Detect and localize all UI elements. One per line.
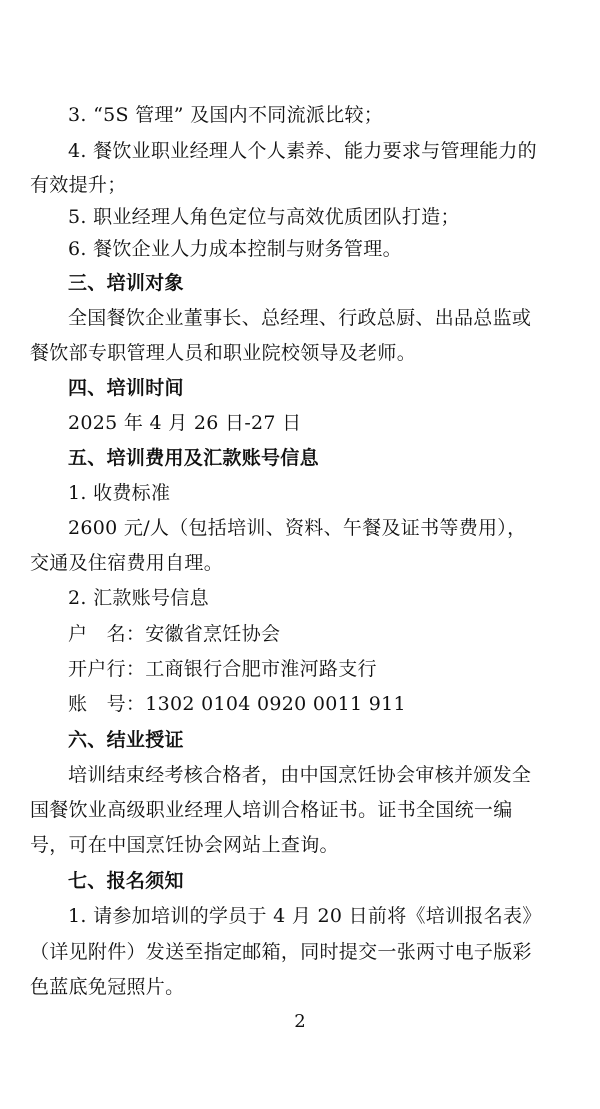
account-bank: 开户行：工商银行合肥市淮河路支行 (68, 658, 377, 680)
paragraph-certificate: 培训结束经考核合格者，由中国烹饪协会审核并颁发全 (68, 764, 532, 786)
fee-standard-text: 2600 元/人（包括培训、资料、午餐及证书等费用）， (68, 517, 527, 539)
list-item-4-continued: 有效提升； (30, 174, 127, 196)
fee-standard-text-continued: 交通及住宿费用自理。 (30, 552, 224, 574)
paragraph-audience: 全国餐饮企业董事长、总经理、行政总厨、出品总监或 (68, 307, 532, 329)
remittance-info-title: 2. 汇款账号信息 (68, 587, 209, 609)
section-heading-registration: 七、报名须知 (68, 870, 184, 892)
list-item-5: 5. 职业经理人角色定位与高效优质团队打造； (68, 206, 460, 228)
paragraph-audience-continued: 餐饮部专职管理人员和职业院校领导及老师。 (30, 342, 417, 364)
paragraph-registration: 1. 请参加培训的学员于 4 月 20 日前将《培训报名表》 (68, 905, 542, 927)
list-item-4: 4. 餐饮业职业经理人个人素养、能力要求与管理能力的 (68, 140, 537, 162)
account-number: 账 号：1302 0104 0920 0011 911 (68, 693, 406, 715)
fee-standard-title: 1. 收费标准 (68, 482, 171, 504)
section-heading-time: 四、培训时间 (68, 377, 184, 399)
paragraph-certificate-end: 号，可在中国烹饪协会网站上查询。 (30, 834, 339, 856)
page-number: 2 (294, 1011, 306, 1032)
section-heading-certificate: 六、结业授证 (68, 729, 184, 751)
paragraph-certificate-continued: 国餐饮业高级职业经理人培训合格证书。证书全国统一编 (30, 799, 513, 821)
list-item-6: 6. 餐饮企业人力成本控制与财务管理。 (68, 238, 402, 260)
paragraph-registration-end: 色蓝底免冠照片。 (30, 976, 185, 998)
training-date: 2025 年 4 月 26 日-27 日 (68, 412, 302, 434)
paragraph-registration-continued: （详见附件）发送至指定邮箱，同时提交一张两寸电子版彩 (30, 941, 532, 963)
list-item-3: 3. “5S 管理” 及国内不同流派比较； (68, 104, 384, 126)
account-name: 户 名：安徽省烹饪协会 (68, 623, 281, 645)
section-heading-fees: 五、培训费用及汇款账号信息 (68, 447, 319, 469)
section-heading-audience: 三、培训对象 (68, 272, 184, 294)
